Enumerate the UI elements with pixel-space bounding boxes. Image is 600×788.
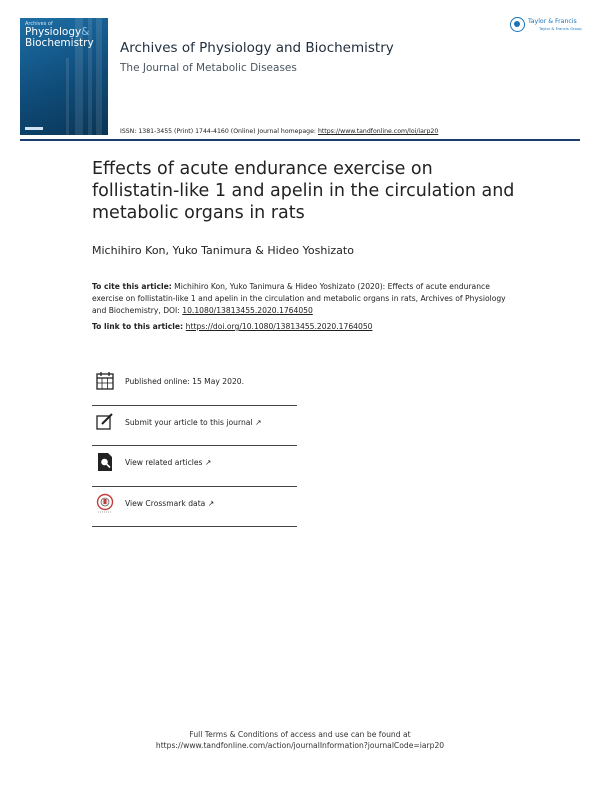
issn-line: ISSN: 1381-3455 (Print) 1744-4160 (Online) Journal homepage: https://www.tandfonline.com/loi/iarp20 <box>120 128 439 135</box>
related-articles-link[interactable]: View related articles ↗ <box>125 458 212 467</box>
cover-publisher-mark <box>25 127 43 130</box>
divider <box>92 405 297 406</box>
footer <box>0 729 600 751</box>
journal-subtitle: The Journal of Metabolic Diseases <box>120 62 297 74</box>
crossmark-icon <box>96 493 114 513</box>
published-online-row <box>96 369 296 405</box>
external-link-icon: ↗ <box>207 499 215 508</box>
crossmark-row[interactable] <box>96 491 296 527</box>
footer-terms-text: Full Terms & Conditions of access and use can be found at <box>189 730 411 739</box>
crossmark-link[interactable]: View Crossmark data ↗ <box>125 499 215 508</box>
divider <box>92 486 297 487</box>
external-link-icon: ↗ <box>254 418 262 427</box>
cover-title: Physiology& Biochemistry <box>25 26 94 49</box>
submit-article-link[interactable]: Submit your article to this journal ↗ <box>125 418 262 427</box>
citation-label: To cite this article: <box>92 282 172 291</box>
submit-article-row[interactable] <box>96 410 296 446</box>
journal-homepage-link[interactable]: https://www.tandfonline.com/loi/iarp20 <box>317 128 439 135</box>
divider <box>92 526 297 527</box>
related-articles-row[interactable] <box>96 450 296 486</box>
citation-text: Michihiro Kon, Yuko Tanimura & Hideo Yoshizato (2020): Effects of acute endurance exercise on follistatin-like 1 and apelin in the circulation and metabolic organs in rats, Archives of Physiology and Biochemistry, DOI: <box>92 282 506 315</box>
publisher-logo-icon <box>510 17 525 32</box>
article-title: Effects of acute endurance exercise on follistatin-like 1 and apelin in the circulation and metabolic organs in rats <box>92 159 515 223</box>
journal-cover-image <box>20 18 108 135</box>
edit-icon <box>96 412 114 432</box>
publisher-logo-group: Taylor & Francis Group <box>539 26 582 31</box>
publisher-logo <box>510 17 582 37</box>
journal-title: Archives of Physiology and Biochemistry <box>120 40 394 56</box>
article-authors: Michihiro Kon, Yuko Tanimura & Hideo Yoshizato <box>92 244 354 257</box>
divider <box>92 445 297 446</box>
publisher-logo-name: Taylor & Francis <box>528 18 577 25</box>
search-document-icon <box>96 452 114 472</box>
doi-link[interactable]: 10.1080/13813455.2020.1764050 <box>182 306 313 315</box>
article-doi-url-link[interactable]: https://doi.org/10.1080/13813455.2020.1764050 <box>185 322 373 331</box>
header-divider <box>20 139 580 141</box>
footer-terms-link[interactable]: https://www.tandfonline.com/action/journalInformation?journalCode=iarp20 <box>155 741 445 750</box>
citation-block <box>92 281 512 317</box>
article-link-label: To link to this article: <box>92 322 186 331</box>
calendar-icon <box>96 371 114 391</box>
article-link-block <box>92 321 512 333</box>
cover-small-label: Archives of <box>25 21 53 27</box>
published-online-text: Published online: 15 May 2020. <box>125 377 245 386</box>
external-link-icon: ↗ <box>204 458 212 467</box>
